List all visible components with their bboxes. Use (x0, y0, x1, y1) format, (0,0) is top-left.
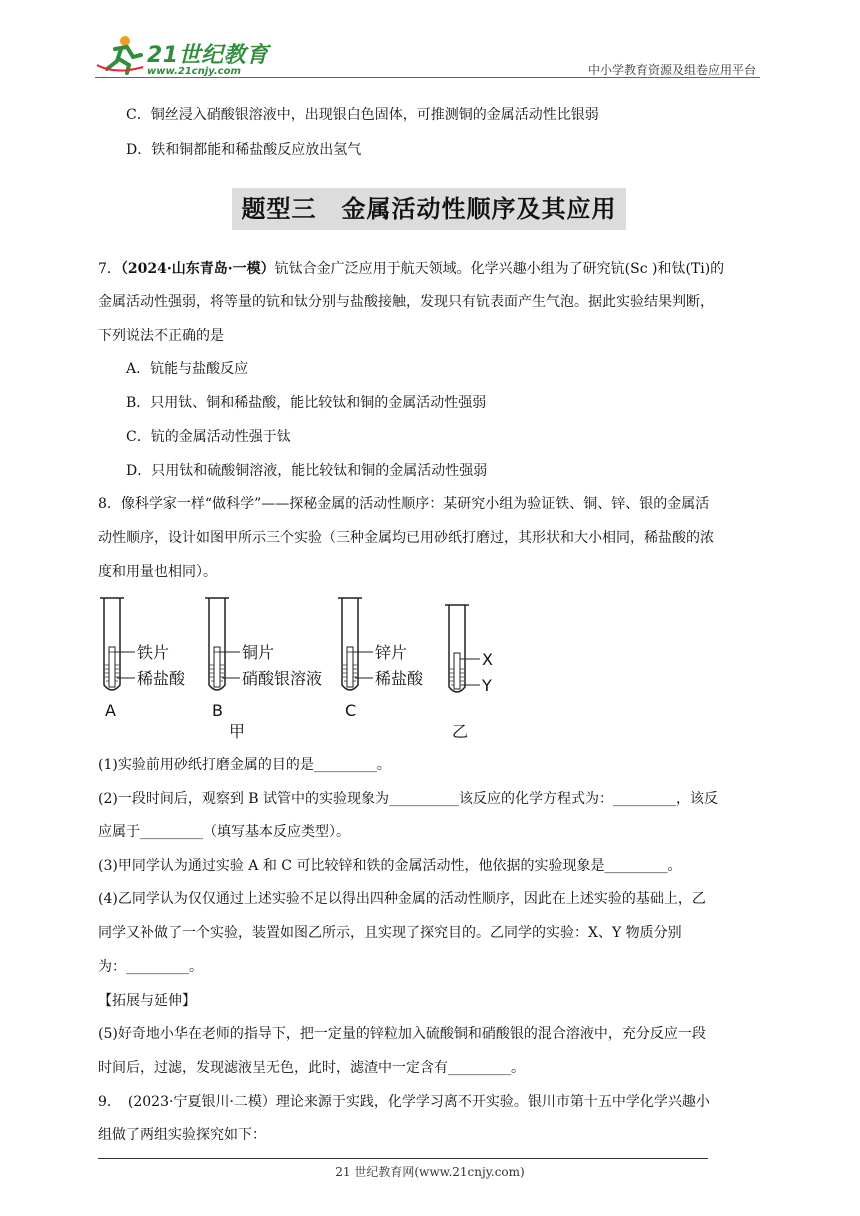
q8-part5-line1: (5)好奇地小华在老师的指导下，把一定量的锌粒加入硫酸铜和硝酸银的混合溶液中，充分反应一段 (98, 1026, 706, 1042)
q8-part1: (1)实验前用砂纸打磨金属的目的是_________。 (98, 757, 391, 773)
tube-b-metal-label: 铜片 (242, 643, 275, 662)
tube-yi-x-label: X (482, 650, 493, 669)
q7-option-b: B．只用钛、铜和稀盐酸，能比较钛和铜的金属活动性强弱 (126, 395, 487, 411)
footer-divider (98, 1158, 708, 1159)
test-tube-yi (445, 605, 493, 695)
q7-text1: 钪钛合金广泛应用于航天领域。化学兴趣小组为了研究钪(Sc )和钛(Ti)的 (274, 261, 725, 277)
q8-line3: 度和用量也相同）。 (98, 564, 217, 580)
q9-line2: 组做了两组实验探究如下： (98, 1127, 266, 1143)
q8-part3: (3)甲同学认为通过实验 A 和 C 可比较锌和铁的金属活动性，他依据的实验现象是_________。 (98, 858, 682, 874)
page-footer: 21 世纪教育网(www.21cnjy.com) (335, 1165, 525, 1179)
tube-b-liquid-label: 硝酸银溶液 (242, 669, 323, 688)
option-c-prev: C．铜丝浸入硝酸银溶液中，出现银白色固体，可推测铜的金属活动性比银弱 (126, 107, 599, 123)
q8-part4-line2: 同学又补做了一个实验，装置如图乙所示，且实现了探究目的。乙同学的实验：X、Y 物质分别 (98, 925, 682, 941)
q8-part4-line1: (4)乙同学认为仅仅通过上述实验不足以得出四种金属的活动性顺序，因此在上述实验的基础上，乙 (98, 891, 706, 907)
figure-label-yi: 乙 (452, 722, 469, 741)
platform-name: 中小学教育资源及组卷应用平台 (587, 63, 756, 77)
q7-line3: 下列说法不正确的是 (98, 328, 224, 344)
tube-c-letter: C (345, 701, 357, 720)
test-tube-a (100, 598, 186, 720)
tube-yi-y-label: Y (482, 676, 492, 695)
tube-b-letter: B (212, 701, 223, 720)
tube-a-liquid-label: 稀盐酸 (137, 669, 186, 688)
q7-line2: 金属活动性强弱，将等量的钪和钛分别与盐酸接触，发现只有钪表面产生气泡。据此实验结果判断， (98, 294, 714, 310)
test-tube-b (205, 598, 322, 720)
q7-option-a: A．钪能与盐酸反应 (126, 361, 249, 377)
header-divider (95, 77, 760, 78)
tube-a-letter: A (105, 701, 116, 720)
q8-part2-line2: 应属于_________（填写基本反应类型）。 (98, 824, 350, 840)
test-tube-figure (95, 593, 515, 743)
tube-c-metal-label: 锌片 (375, 643, 408, 662)
page-header (95, 30, 760, 80)
test-tube-c (338, 598, 424, 720)
tube-c-liquid-label: 稀盐酸 (375, 669, 424, 688)
q8-part4-line3: 为：_________。 (98, 959, 203, 975)
logo-text: 21世纪教育 (147, 43, 269, 68)
q7-line1 (98, 259, 724, 279)
tube-a-metal-label: 铁片 (137, 643, 170, 662)
q7-number: 7． (98, 261, 121, 277)
logo-url: www.21cnjy.com (147, 66, 241, 77)
figure-label-jia: 甲 (229, 722, 246, 741)
q8-extend-heading: 【拓展与延伸】 (98, 993, 196, 1009)
q8-part5-line2: 时间后，过滤，发现滤液呈无色，此时，滤渣中一定含有_________。 (98, 1060, 525, 1076)
q7-option-c: C．钪的金属活动性强于钛 (126, 429, 291, 445)
q7-source: （2024·山东青岛·一模） (120, 261, 275, 277)
q8-line2: 动性顺序，设计如图甲所示三个实验（三种金属均已用砂纸打磨过，其形状和大小相同，稀盐酸的浓 (98, 530, 714, 546)
runner-logo-icon (95, 35, 145, 75)
q8-part2-line1: (2)一段时间后，观察到 B 试管中的实验现象为__________该反应的化学方程式为：_________，该反 (98, 791, 719, 807)
q9-line1: 9． (2023·宁夏银川·二模）理论来源于实践，化学学习离不开实验。银川市第十五中学化学兴趣小 (98, 1094, 710, 1110)
q7-option-d: D．只用钛和硫酸铜溶液，能比较钛和铜的金属活动性强弱 (126, 463, 488, 479)
section-title: 题型三 金属活动性顺序及其应用 (232, 188, 626, 230)
option-d-prev: D．铁和铜都能和稀盐酸反应放出氢气 (126, 142, 362, 158)
q8-line1: 8．像科学家一样“做科学”——探秘金属的活动性顺序：某研究小组为验证铁、铜、锌、银的金属活 (98, 496, 710, 512)
